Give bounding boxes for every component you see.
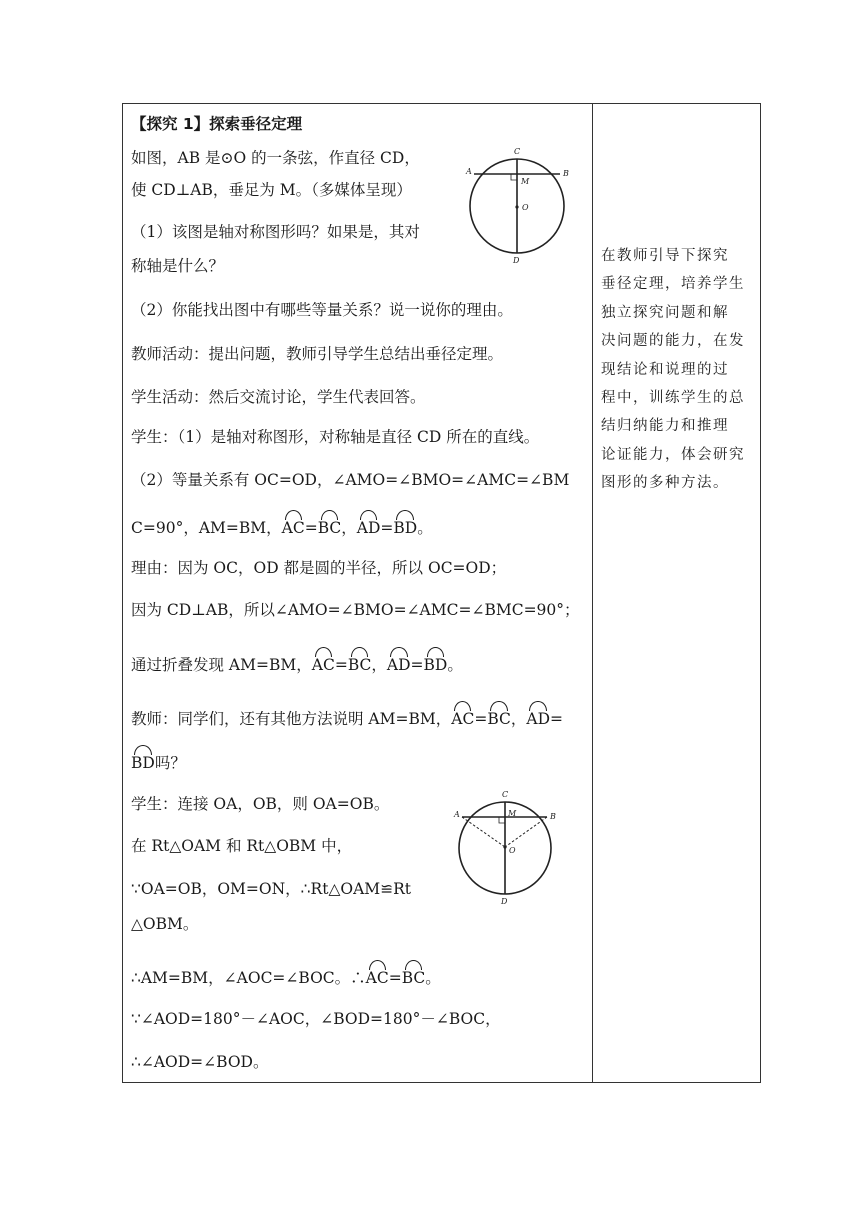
- text-segment: =: [380, 519, 394, 537]
- text-segment: 。: [417, 519, 433, 537]
- text-segment: C=90°，AM=BM，: [131, 519, 282, 537]
- text-line: [131, 655, 463, 675]
- section-heading: 【探究 1】探索垂径定理: [131, 115, 303, 133]
- text-line: 学生：连接 OA，OB，则 OA=OB。: [131, 795, 390, 813]
- text-line: 学生活动：然后交流讨论，学生代表回答。: [131, 388, 426, 406]
- circle-figure-1: [463, 144, 578, 266]
- text-line: ∵OA=OB，OM=ON，∴Rt△OAM≌Rt: [131, 880, 412, 898]
- text-line: 学生：（1）是轴对称图形，对称轴是直径 CD 所在的直线。: [131, 428, 540, 446]
- arc-label: AC: [365, 969, 389, 987]
- side-line: 结归纳能力和推理: [601, 418, 729, 435]
- label-d: D: [513, 256, 520, 265]
- text-segment: ，: [510, 710, 527, 728]
- text-line: 理由：因为 OC，OD 都是圆的半径，所以 OC=OD；: [131, 559, 507, 577]
- side-line: 决问题的能力，在发: [601, 333, 745, 350]
- label-c: C: [502, 790, 509, 799]
- center-point: [503, 845, 506, 848]
- circle-figure-2: [453, 787, 568, 909]
- label-m: M: [521, 177, 530, 186]
- text-line: ∴∠AOD=∠BOD。: [131, 1053, 269, 1071]
- label-d: D: [501, 897, 508, 906]
- text-segment: ，: [341, 519, 357, 537]
- arc-label: AC: [451, 710, 475, 728]
- right-angle-mark: [499, 817, 505, 823]
- arc-label: AD: [386, 656, 411, 674]
- design-intent-column: [601, 242, 751, 498]
- arc-label: BD: [423, 656, 448, 674]
- side-line: 论证能力，体会研究: [601, 446, 745, 463]
- text-line: 如图，AB 是⊙O 的一条弦，作直径 CD，: [131, 149, 420, 167]
- text-line: （1）该图是轴对称图形吗？如果是，其对: [131, 223, 420, 241]
- text-line: ∵∠AOD=180°－∠AOC，∠BOD=180°－∠BOC，: [131, 1010, 501, 1028]
- arc-label: AC: [281, 519, 305, 537]
- label-a: A: [454, 810, 460, 819]
- text-line: 在 Rt△OAM 和 Rt△OBM 中，: [131, 837, 353, 855]
- column-divider: [592, 104, 593, 1082]
- text-segment: 通过折叠发现 AM=BM，: [131, 656, 312, 674]
- radius-oa: [462, 817, 505, 847]
- arc-label: BC: [317, 519, 342, 537]
- side-line: 图形的多种方法。: [601, 475, 729, 492]
- text-line: [131, 753, 186, 773]
- text-segment: 吗？: [154, 754, 186, 772]
- text-segment: =: [474, 710, 488, 728]
- side-line: 在教师引导下探究: [601, 248, 729, 264]
- label-a: A: [466, 167, 472, 176]
- right-angle-mark: [511, 174, 517, 180]
- radius-ob: [505, 817, 547, 847]
- label-o: O: [522, 203, 529, 212]
- label-b: B: [550, 812, 556, 821]
- text-line: 称轴是什么？: [131, 257, 225, 275]
- lesson-table: [122, 103, 761, 1083]
- center-point: [515, 205, 518, 208]
- arc-label: AC: [311, 656, 335, 674]
- text-line: △OBM。: [131, 915, 199, 933]
- text-line: 因为 CD⊥AB，所以∠AMO=∠BMO=∠AMC=∠BMC=90°；: [131, 601, 580, 619]
- side-line: 垂径定理，培养学生: [601, 276, 745, 293]
- text-segment: =: [334, 656, 348, 674]
- text-segment: =: [410, 656, 424, 674]
- text-line: （2）你能找出图中有哪些等量关系？说一说你的理由。: [131, 301, 513, 319]
- label-o: O: [509, 846, 516, 855]
- text-segment: 。: [425, 969, 441, 987]
- arc-label: AD: [526, 710, 550, 728]
- text-segment: ∴AM=BM，∠AOC=∠BOC。∴: [131, 969, 366, 987]
- text-line: [131, 709, 563, 729]
- arc-label: BC: [347, 656, 372, 674]
- side-line: 独立探究问题和解: [601, 304, 729, 321]
- arc-label: BC: [401, 969, 426, 987]
- arc-label: BD: [393, 519, 418, 537]
- text-segment: ，: [371, 656, 387, 674]
- text-line: 教师活动：提出问题，教师引导学生总结出垂径定理。: [131, 345, 504, 363]
- text-segment: =: [304, 519, 318, 537]
- text-line: [131, 968, 441, 988]
- arc-label: AD: [356, 519, 381, 537]
- arc-label: BD: [131, 754, 155, 772]
- text-segment: 教师：同学们，还有其他方法说明 AM=BM，: [131, 710, 452, 728]
- text-line: [131, 518, 433, 538]
- text-line: 使 CD⊥AB，垂足为 M。（多媒体呈现）: [131, 181, 412, 199]
- label-b: B: [563, 169, 569, 178]
- text-segment: =: [550, 710, 563, 728]
- label-c: C: [514, 147, 521, 156]
- text-line: （2）等量关系有 OC=OD，∠AMO=∠BMO=∠AMC=∠BM: [131, 471, 570, 489]
- side-line: 现结论和说理的过: [601, 361, 729, 378]
- side-line: 程中，训练学生的总: [601, 390, 745, 407]
- label-m: M: [508, 809, 517, 818]
- arc-label: BC: [487, 710, 511, 728]
- text-segment: 。: [447, 656, 463, 674]
- text-segment: =: [388, 969, 402, 987]
